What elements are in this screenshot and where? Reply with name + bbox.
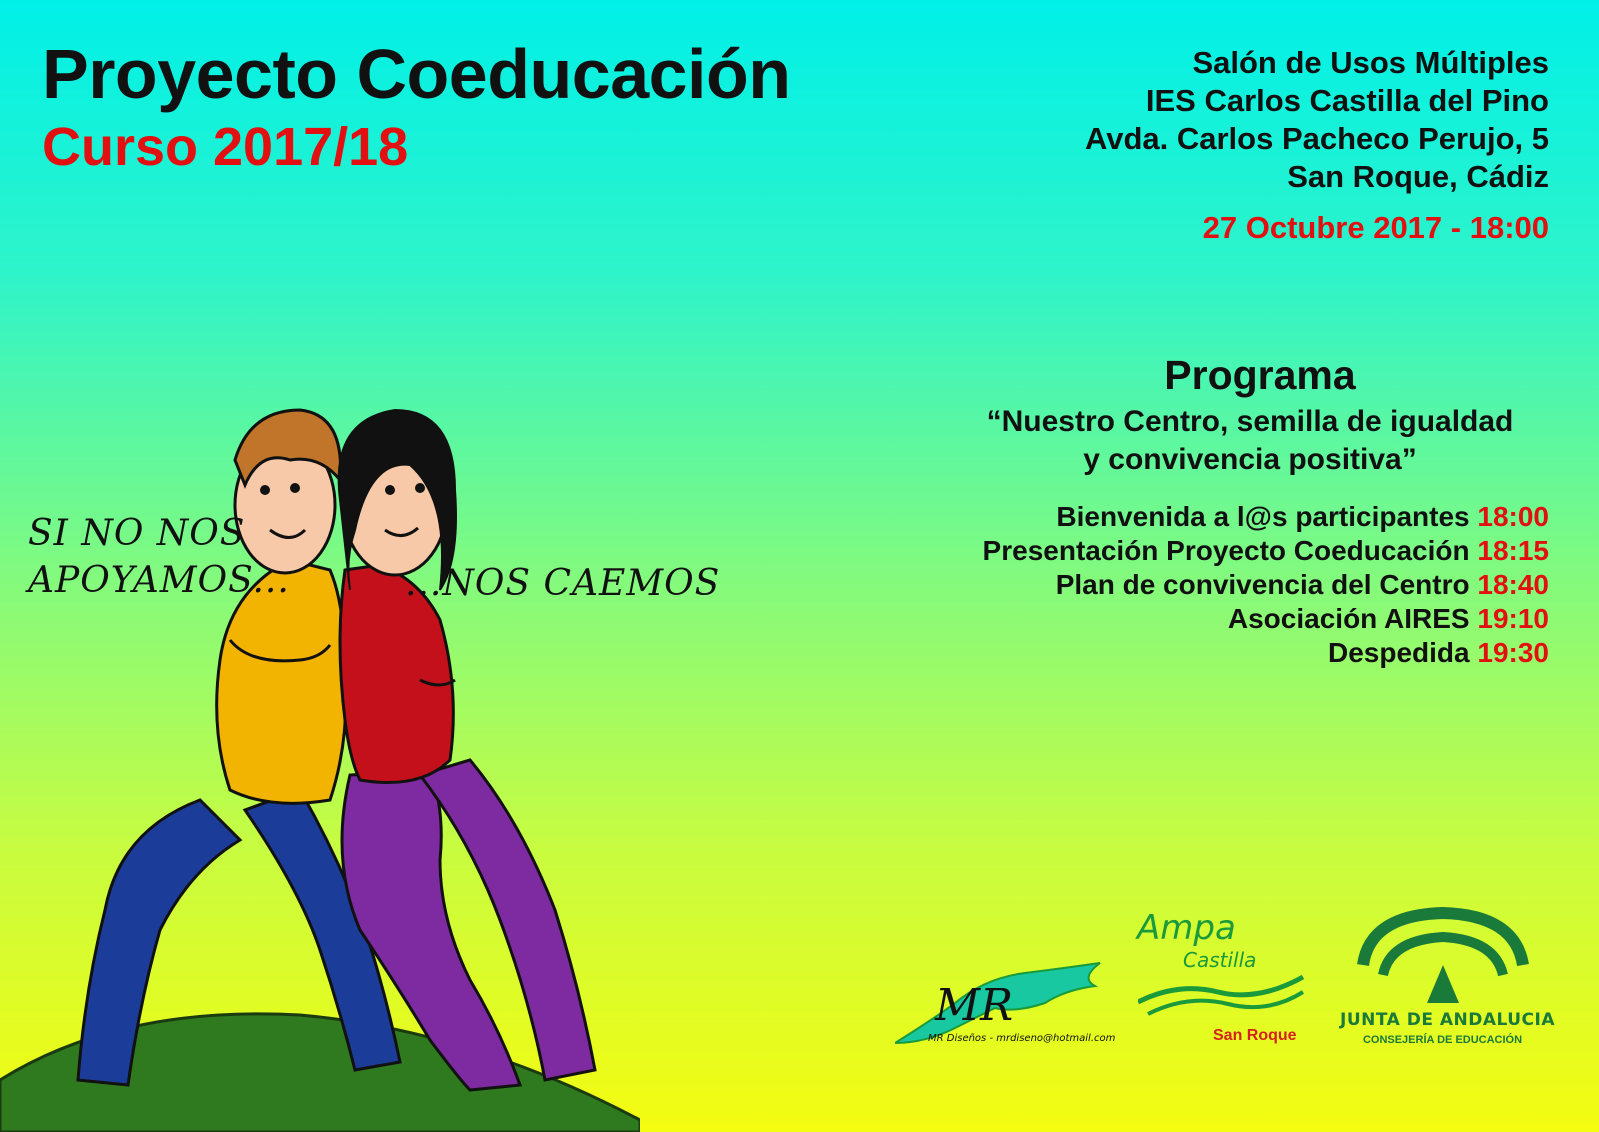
program-subtitle-line: “Nuestro Centro, semilla de igualdad <box>986 405 1514 438</box>
program-title: Programa <box>1164 352 1356 398</box>
schedule-time: 19:10 <box>1477 603 1549 634</box>
slogan-line: SI NO NOS <box>28 513 246 554</box>
slogan-right: ...NOS CAEMOS <box>405 563 721 604</box>
schedule-label: Presentación Proyecto Coeducación <box>982 535 1470 566</box>
program-schedule <box>983 500 1549 670</box>
illustration-people <box>0 390 640 1132</box>
slogan-left <box>28 510 290 604</box>
schedule-item <box>983 602 1549 636</box>
mr-credit: MR Diseños - mrdiseno@hotmail.com <box>928 1033 1116 1044</box>
junta-name: JUNTA DE ANDALUCIA <box>1340 1010 1555 1030</box>
schedule-label: Asociación AIRES <box>1227 603 1470 634</box>
schedule-label: Bienvenida a l@s participantes <box>1056 501 1470 532</box>
man-eye <box>260 485 270 495</box>
woman-eye <box>385 485 395 495</box>
event-subtitle: Curso 2017/18 <box>42 117 409 177</box>
event-title: Proyecto Coeducación <box>42 35 791 113</box>
woman-eye <box>415 483 425 493</box>
program-subtitle-line: y convivencia positiva” <box>1083 443 1417 476</box>
schedule-time: 18:15 <box>1477 535 1549 566</box>
schedule-label: Plan de convivencia del Centro <box>1055 569 1470 600</box>
mr-logo-letters: MR <box>935 980 1014 1031</box>
program-subtitle <box>940 403 1560 479</box>
venue-line: Salón de Usos Múltiples <box>1192 45 1549 80</box>
schedule-item <box>983 636 1549 670</box>
venue-line: Avda. Carlos Pacheco Perujo, 5 <box>1084 121 1549 156</box>
schedule-time: 18:00 <box>1477 501 1549 532</box>
ampa-title: Ampa <box>1137 908 1236 948</box>
junta-dept: CONSEJERÍA DE EDUCACIÓN <box>1362 1034 1523 1046</box>
event-date: 27 Octubre 2017 - 18:00 <box>1202 210 1549 245</box>
schedule-item <box>983 568 1549 602</box>
schedule-time: 19:30 <box>1477 637 1549 668</box>
schedule-item <box>983 500 1549 534</box>
man-eye <box>290 483 300 493</box>
schedule-item <box>983 534 1549 568</box>
junta-emblem <box>1355 905 1530 1010</box>
venue-line: IES Carlos Castilla del Pino <box>1145 83 1549 118</box>
ampa-city: San Roque <box>1213 1027 1297 1044</box>
ampa-sub: Castilla <box>1183 948 1257 972</box>
venue-line: San Roque, Cádiz <box>1287 159 1549 194</box>
venue-block <box>1085 44 1549 196</box>
schedule-label: Despedida <box>1327 637 1470 668</box>
slogan-line: APOYAMOS... <box>28 560 290 601</box>
ampa-waves <box>1138 972 1308 1022</box>
schedule-time: 18:40 <box>1477 569 1549 600</box>
